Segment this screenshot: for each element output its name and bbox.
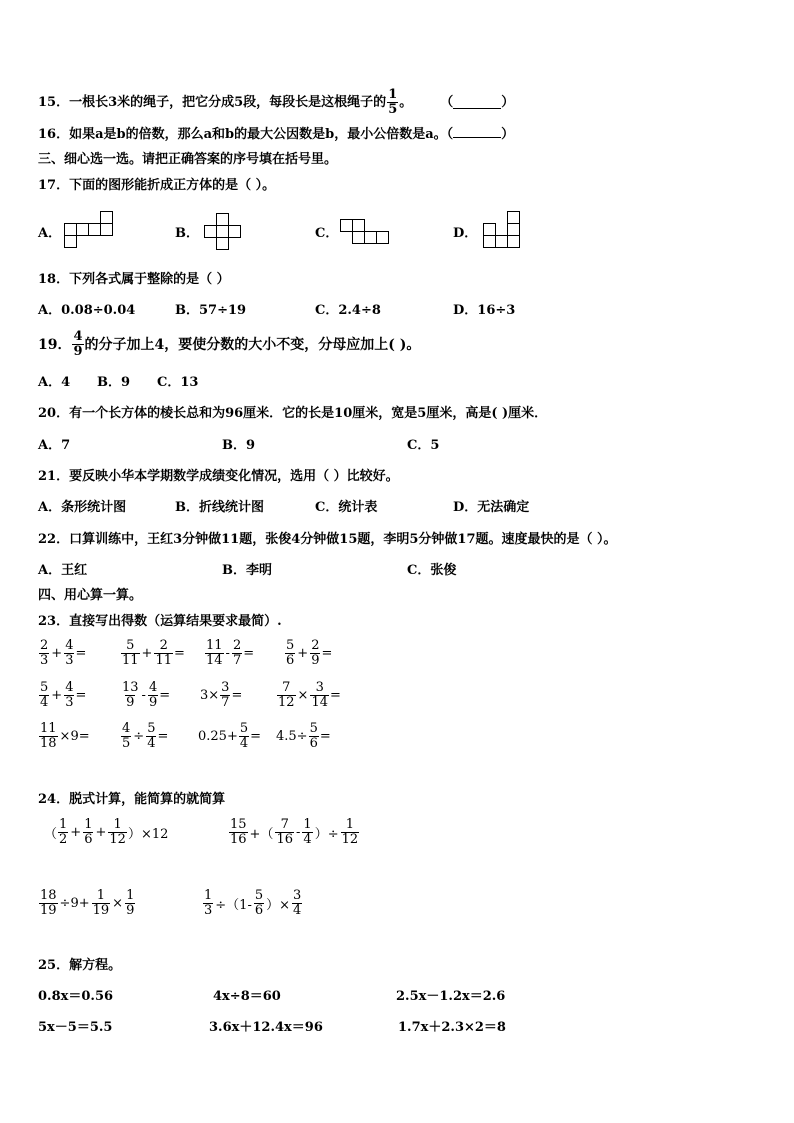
- cube-net-b: [204, 213, 244, 253]
- q23-expr: $\frac{11}{18}$ ×9=: [40, 721, 90, 751]
- q19-option-a: A．4: [38, 375, 71, 390]
- section-4-heading: 四、用心算一算。: [38, 588, 143, 603]
- q17-option-c: C．: [315, 226, 339, 241]
- q24-expr-1: （ $\frac{1}{2}$ + $\frac{1}{6}$ + $\frac{1}{12}$ ）×12: [44, 817, 169, 847]
- q23-expr: $\frac{4}{5}$ ÷ $\frac{5}{4}$ =: [122, 721, 169, 751]
- q23-expr: 4.5÷ $\frac{5}{6}$ =: [276, 721, 331, 751]
- q25-text: 25．解方程。: [38, 958, 122, 973]
- q19-fraction: $\frac{4}{9}$: [73, 329, 83, 359]
- q18-option-d: D．16÷3: [453, 303, 516, 318]
- q23-expr: $\frac{11}{14}$ - $\frac{2}{7}$ =: [206, 638, 255, 668]
- q16-text: 16．如果a是b的倍数，那么a和b的最大公因数是b，最小公倍数是a。（: [38, 127, 454, 142]
- q16-line: 16．如果a是b的倍数，那么a和b的最大公因数是b，最小公倍数是a。（ ）: [38, 127, 515, 142]
- q22-option-c: C．张俊: [407, 563, 457, 578]
- q20-option-a: A．7: [38, 438, 71, 453]
- q21-option-d: D．无法确定: [453, 500, 530, 515]
- q16-answer-blank[interactable]: [453, 125, 501, 138]
- q17-option-b: B．: [175, 226, 199, 241]
- q19-text: 的分子加上4，要使分数的大小不变，分母应加上( )。: [84, 336, 421, 353]
- q21-option-b: B．折线统计图: [175, 500, 264, 515]
- q22-option-a: A．王红: [38, 563, 88, 578]
- q17-text: 17．下面的图形能折成正方体的是（ ）。: [38, 178, 276, 193]
- q15-text: 15．一根长3米的绳子，把它分成5段，每段长是这根绳子的: [38, 94, 387, 110]
- q19-option-b: B．9: [97, 375, 131, 390]
- cube-net-a: [64, 211, 116, 249]
- q18-text: 18．下列各式属于整除的是（ ）: [38, 272, 230, 287]
- q25-equation: 1.7x＋2.3×2＝8: [398, 1020, 506, 1035]
- q25-equation: 0.8x＝0.56: [38, 989, 114, 1004]
- q25-equation: 4x÷8＝60: [213, 989, 281, 1004]
- cube-net-c: [340, 219, 392, 245]
- q21-option-a: A．条形统计图: [38, 500, 127, 515]
- q18-option-c: C．2.4÷8: [315, 303, 381, 318]
- q17-option-a: A．: [38, 226, 62, 241]
- section-3-heading: 三、细心选一选。请把正确答案的序号填在括号里。: [38, 152, 338, 167]
- q23-text: 23．直接写出得数（运算结果要求最简）.: [38, 614, 282, 629]
- q22-option-b: B．李明: [222, 563, 272, 578]
- q25-equation: 3.6x＋12.4x＝96: [209, 1020, 323, 1035]
- q24-expr-4: $\frac{1}{3}$ ÷（1- $\frac{5}{6}$ ）× $\frac{3}{4}$: [204, 888, 302, 918]
- q23-expr: $\frac{5}{6}$ + $\frac{2}{9}$ =: [286, 638, 333, 668]
- q23-expr: $\frac{5}{11}$ + $\frac{2}{11}$ =: [122, 638, 185, 668]
- q19-line: 19． $\frac{4}{9}$ 的分子加上4，要使分数的大小不变，分母应加上( )。: [38, 329, 421, 359]
- q23-expr: 3× $\frac{3}{7}$ =: [200, 680, 243, 710]
- q25-equation: 5x－5＝5.5: [38, 1020, 113, 1035]
- q21-text: 21．要反映小华本学期数学成绩变化情况，选用（ ）比较好。: [38, 469, 399, 484]
- q23-expr: 0.25+ $\frac{5}{4}$ =: [198, 721, 262, 751]
- q20-text: 20．有一个长方体的棱长总和为96厘米．它的长是10厘米，宽是5厘米，高是( )厘米．: [38, 406, 548, 421]
- q24-expr-2: $\frac{15}{16}$ +（ $\frac{7}{16}$ - $\frac{1}{4}$ ）÷ $\frac{1}{12}$: [230, 817, 359, 847]
- q23-expr: $\frac{7}{12}$ × $\frac{3}{14}$ =: [278, 680, 341, 710]
- q23-expr: $\frac{2}{3}$ + $\frac{4}{3}$ =: [40, 638, 87, 668]
- cube-net-d: [483, 211, 525, 251]
- q19-option-c: C．13: [157, 375, 199, 390]
- q15-line: 15．一根长3米的绳子，把它分成5段，每段长是这根绳子的 $\frac{1}{5}$ 。 （ ）: [38, 87, 515, 117]
- q24-expr-3: $\frac{18}{19}$ ÷9+ $\frac{1}{19}$ × $\frac{1}{9}$: [40, 888, 135, 918]
- q15-answer-blank[interactable]: [453, 96, 501, 109]
- q23-expr: $\frac{13}{9}$ - $\frac{4}{9}$ =: [122, 680, 171, 710]
- q25-equation: 2.5x－1.2x＝2.6: [396, 989, 506, 1004]
- q23-expr: $\frac{5}{4}$ + $\frac{4}{3}$ =: [40, 680, 87, 710]
- q18-option-a: A．0.08÷0.04: [38, 303, 136, 318]
- q20-option-b: B．9: [222, 438, 256, 453]
- q17-option-d: D．: [453, 226, 478, 241]
- q18-option-b: B．57÷19: [175, 303, 247, 318]
- q15-fraction: $\frac{1}{5}$: [388, 87, 398, 117]
- q22-text: 22．口算训练中，王红3分钟做11题，张俊4分钟做15题，李明5分钟做17题。速度最快的是（ ）。: [38, 532, 617, 547]
- q24-text: 24．脱式计算，能简算的就简算: [38, 792, 226, 807]
- q21-option-c: C．统计表: [315, 500, 378, 515]
- q20-option-c: C．5: [407, 438, 440, 453]
